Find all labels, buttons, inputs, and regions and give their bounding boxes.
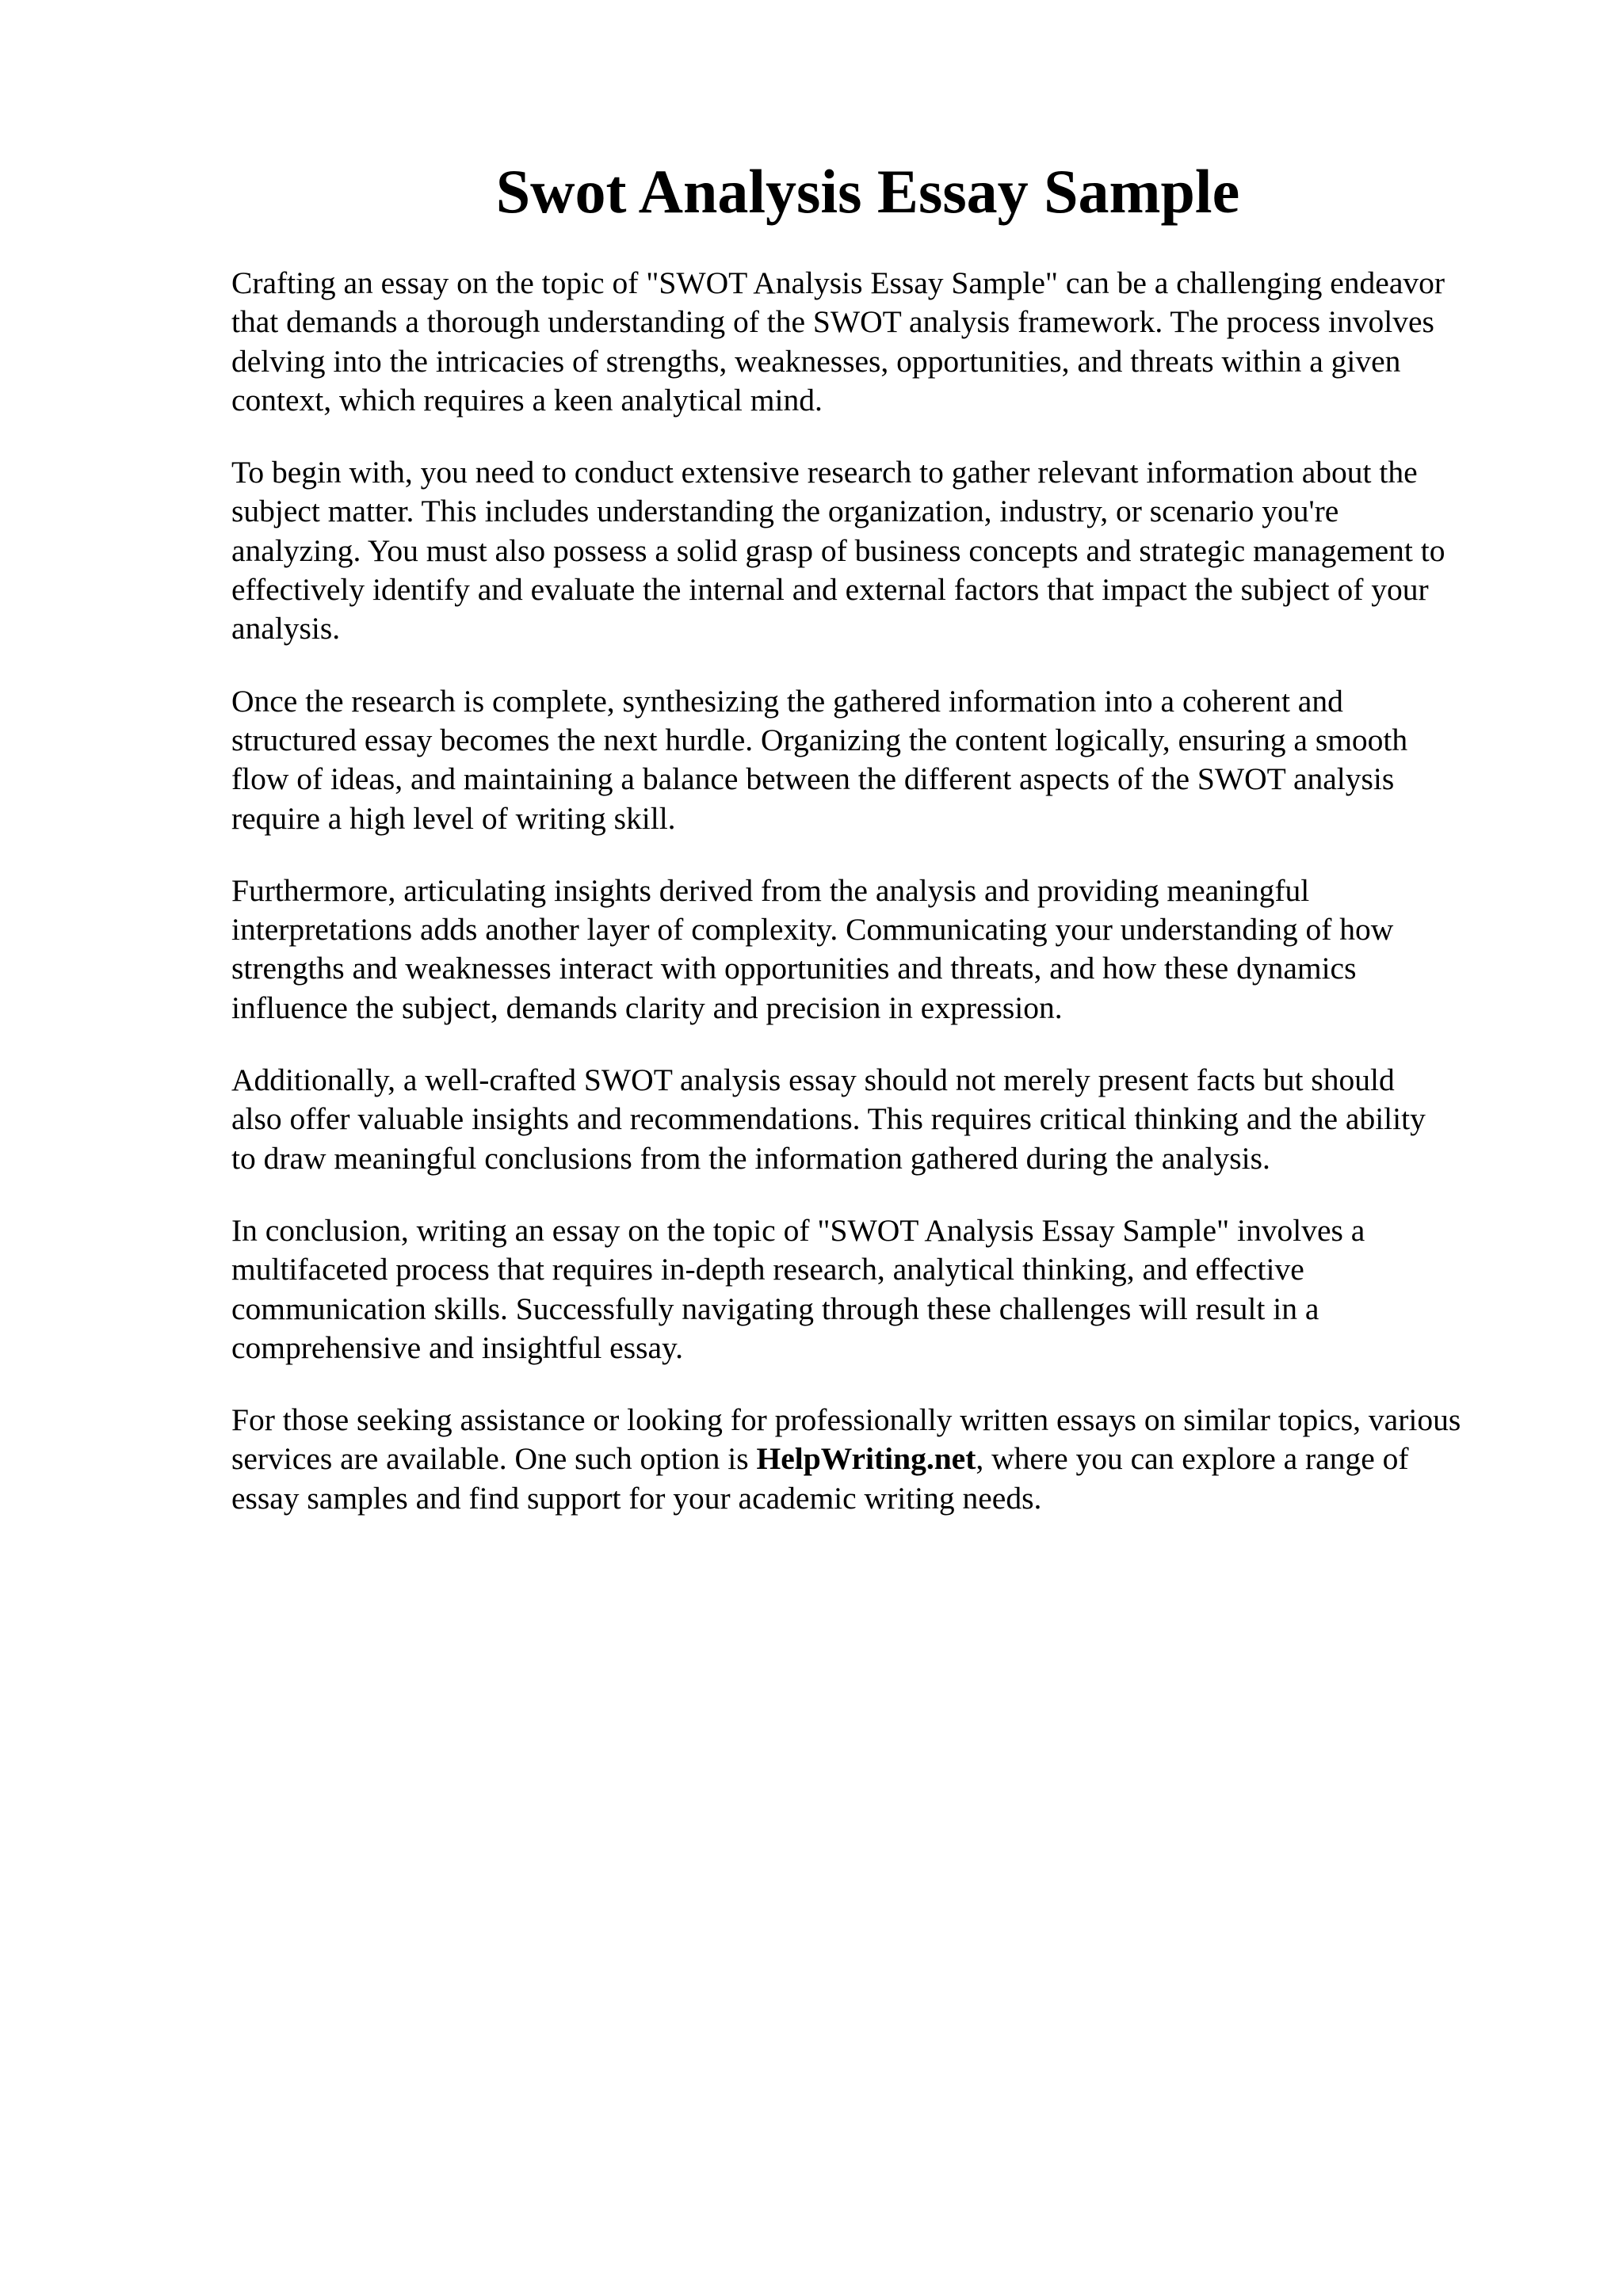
paragraph-line: In conclusion, writing an essay on the topic of "SWOT Analysis Essay Sample" involves a	[231, 1212, 1365, 1248]
paragraph-line: Furthermore, articulating insights derived from the analysis and providing meaningful	[231, 872, 1310, 908]
paragraph-line: Once the research is complete, synthesizing the gathered information into a coherent and	[231, 683, 1343, 719]
paragraph-line: Crafting an essay on the topic of "SWOT Analysis Essay Sample" can be a challenging endeavor	[231, 265, 1445, 300]
paragraph-line: analysis.	[231, 611, 341, 646]
paragraph-line: multifaceted process that requires in-depth research, analytical thinking, and effective	[231, 1252, 1304, 1287]
helpwriting-link[interactable]: HelpWriting.net	[756, 1441, 976, 1477]
paragraph-line: effectively identify and evaluate the internal and external factors that impact the subject of your	[231, 572, 1429, 608]
paragraph-line: delving into the intricacies of strengths, weaknesses, opportunities, and threats within a given	[231, 343, 1401, 379]
paragraph-line: require a high level of writing skill.	[231, 800, 676, 836]
paragraph-recommendations	[231, 1061, 1539, 1178]
paragraph-line: analyzing. You must also possess a solid grasp of business concepts and strategic management to	[231, 532, 1445, 568]
paragraph-line: strengths and weaknesses interact with opportunities and threats, and how these dynamics	[231, 951, 1357, 986]
paragraph-line: flow of ideas, and maintaining a balance between the different aspects of the SWOT analysis	[231, 761, 1395, 797]
paragraph-line: context, which requires a keen analytical mind.	[231, 382, 823, 418]
paragraph-line-with-link	[231, 1440, 1539, 1478]
closing-text-before: services are available. One such option is	[231, 1441, 757, 1477]
closing-text-after: , where you can explore a range of	[976, 1441, 1409, 1477]
paragraph-line: that demands a thorough understanding of the SWOT analysis framework. The process involves	[231, 304, 1434, 340]
paragraph-conclusion	[231, 1211, 1539, 1367]
paragraph-insights	[231, 871, 1539, 1028]
document-body	[231, 264, 1539, 1551]
paragraph-line: comprehensive and insightful essay.	[231, 1329, 684, 1365]
paragraph-line: To begin with, you need to conduct extensive research to gather relevant information about the	[231, 455, 1418, 490]
paragraph-line: subject matter. This includes understanding the organization, industry, or scenario you're	[231, 494, 1339, 529]
document-title: Swot Analysis Essay Sample	[495, 157, 1240, 226]
paragraph-line: influence the subject, demands clarity and precision in expression.	[231, 990, 1063, 1025]
paragraph-research	[231, 453, 1539, 648]
paragraph-line: communication skills. Successfully navigating through these challenges will result in a	[231, 1291, 1319, 1326]
paragraph-line: structured essay becomes the next hurdle. Organizing the content logically, ensuring a smooth	[231, 722, 1408, 757]
paragraph-line: interpretations adds another layer of complexity. Communicating your understanding of how	[231, 912, 1394, 948]
paragraph-line: also offer valuable insights and recommendations. This requires critical thinking and the ability	[231, 1101, 1426, 1137]
paragraph-line: to draw meaningful conclusions from the information gathered during the analysis.	[231, 1140, 1270, 1176]
paragraph-line: essay samples and find support for your academic writing needs.	[231, 1480, 1042, 1516]
paragraph-synthesis	[231, 682, 1539, 838]
paragraph-closing	[231, 1401, 1539, 1518]
paragraph-line: Additionally, a well-crafted SWOT analysis essay should not merely present facts but should	[231, 1062, 1395, 1098]
paragraph-line: For those seeking assistance or looking for professionally written essays on similar topics, various	[231, 1402, 1461, 1438]
paragraph-intro	[231, 264, 1539, 420]
